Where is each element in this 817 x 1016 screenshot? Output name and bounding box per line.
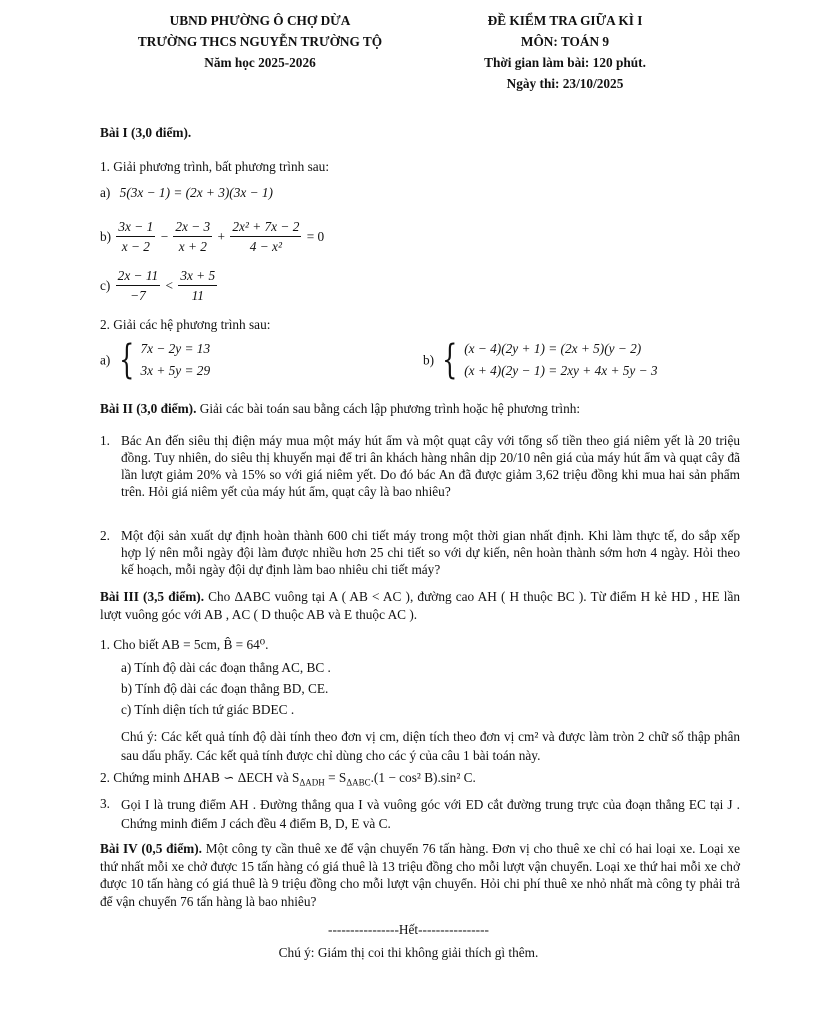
header-right bbox=[430, 10, 700, 94]
frac-num: 3x − 1 bbox=[116, 217, 155, 237]
system-b-equations bbox=[464, 338, 657, 382]
bai3-q2-tail: .(1 − cos² B).sin² C. bbox=[370, 770, 476, 785]
bai4-text: Một công ty cần thuê xe để vận chuyển 76 tấn hàng. Đơn vị cho thuê xe chỉ có hai loại xe. Loại xe thứ nhất mỗi xe chở được 15 tấn hàng có giá thuê là 13 triệu đồng cho mỗi lượt vận chuyển. Loại xe thứ hai mỗi xe chở được 10 tấn hàng có giá thuê là 9 triệu đồng cho mỗi lượt vận chuyển. Hỏi chi phí thuê xe nhỏ nhất mà công ty phải trả để vận chuyển 76 tấn hàng là bao nhiêu? bbox=[100, 841, 740, 909]
bai2-heading bbox=[100, 400, 740, 417]
bai3-q3: Gọi I là trung điểm AH . Đường thẳng qua I và vuông góc với ED cắt đường trung trực của đoạn thẳng EC tại J . Chứng minh điểm J cách đều 4 điểm B, D, E và C. bbox=[121, 797, 740, 831]
left-brace-icon: { bbox=[442, 337, 458, 383]
frac-num: 2x − 11 bbox=[116, 266, 160, 286]
bai3-q2 bbox=[100, 769, 476, 789]
bai1-b bbox=[100, 217, 324, 256]
bai1-b-frac2 bbox=[173, 217, 212, 256]
system-a-label: a) bbox=[100, 352, 111, 368]
bai3-note: Chú ý: Các kết quả tính độ dài tính theo đơn vị cm, diện tích theo đơn vị cm² và được làm tròn 2 chữ số thập phân sau dấu phẩy. Các kết quả tính được chỉ dùng cho các ý của câu 1 bài toán này. bbox=[121, 729, 740, 763]
bai2-p2-num: 2. bbox=[100, 528, 110, 543]
school-year: Năm học 2025-2026 bbox=[204, 55, 316, 70]
bai1-b-frac1 bbox=[116, 217, 155, 256]
bai3-q2-sub1: ΔADH bbox=[299, 777, 325, 788]
frac-num: 2x² + 7x − 2 bbox=[230, 217, 301, 237]
left-brace-icon: { bbox=[118, 337, 135, 383]
frac-den: 4 − x² bbox=[249, 239, 282, 254]
header-left bbox=[95, 10, 425, 73]
bai2-p1: Bác An đến siêu thị điện máy mua một máy hút ẩm và một quạt cây với tổng số tiền theo giá niêm yết là 20 triệu đồng. Tuy nhiên, do siêu thị khuyến mại để tri ân khách hàng nhân dịp 20/10 nên giá của máy hút ẩm và quạt cây đã lần lượt giảm 20% và 15% so với giá niêm yết. Do đó bác An đã được giảm 3,62 triệu đồng khi mua hai sản phẩm trên. Hỏi giá niêm yết của máy hút ẩm, quạt cây là bao nhiêu? bbox=[121, 433, 740, 499]
bai4-title: Bài IV (0,5 điểm). bbox=[100, 841, 202, 856]
system-a-equations bbox=[140, 338, 210, 382]
bai1-c-frac1 bbox=[116, 266, 160, 305]
bai2-p2: Một đội sản xuất dự định hoàn thành 600 chi tiết máy trong một thời gian nhất định. Khi làm thực tế, do sắp xếp hợp lý nên mỗi ngày đội làm được nhiều hơn 25 chi tiết so với dự kiến, nên hoàn thành sớm hơn 4 ngày. Hỏi theo kế hoạch, mỗi ngày đội dự định làm bao nhiêu chi tiết máy? bbox=[121, 528, 740, 577]
bai3-title: Bài III (3,5 điểm). bbox=[100, 589, 205, 604]
system-b-eq2: (x + 4)(2y − 1) = 2xy + 4x + 5y − 3 bbox=[464, 363, 658, 378]
bai1-q2: 2. Giải các hệ phương trình sau: bbox=[100, 317, 271, 332]
bai1-a bbox=[100, 184, 273, 201]
system-a-eq1: 7x − 2y = 13 bbox=[140, 341, 211, 356]
bai1-a-expr: 5(3x − 1) = (2x + 3)(3x − 1) bbox=[119, 185, 273, 200]
bai1-b-op2: + bbox=[217, 228, 226, 244]
exam-title: ĐỀ KIỂM TRA GIỮA KÌ I bbox=[487, 13, 643, 28]
bai1-c-op: < bbox=[165, 277, 173, 293]
frac-den: x − 2 bbox=[121, 239, 150, 254]
system-a-eq2: 3x + 5y = 29 bbox=[140, 363, 211, 378]
duration: Thời gian làm bài: 120 phút. bbox=[484, 55, 646, 70]
ward-name: UBND PHƯỜNG Ô CHỢ DỪA bbox=[169, 13, 351, 28]
frac-den: −7 bbox=[130, 288, 146, 303]
bai2-p1-num: 1. bbox=[100, 433, 110, 448]
proctor-note: Chú ý: Giám thị coi thi không giải thích gì thêm. bbox=[278, 945, 539, 960]
bai3-intro: Cho ΔABC vuông tại A ( AB < AC ), đường cao AH ( H thuộc BC ). Từ điểm H kẻ HD , HE lần lượt vuông góc với AB , AC ( D thuộc AB và E thuộc AC ). bbox=[100, 589, 741, 622]
bai1-a-label: a) bbox=[100, 185, 111, 200]
frac-den: 11 bbox=[191, 288, 204, 303]
frac-num: 3x + 5 bbox=[178, 266, 217, 286]
bai1-c bbox=[100, 266, 219, 305]
bai3-q2-text: 2. Chứng minh ΔHAB ∽ ΔECH và S bbox=[100, 770, 300, 785]
exam-date: Ngày thi: 23/10/2025 bbox=[506, 76, 624, 91]
bai1-system-b bbox=[423, 338, 658, 382]
bai1-b-tail: = 0 bbox=[306, 228, 325, 244]
bai1-b-label: b) bbox=[100, 228, 112, 244]
bai3-qc: c) Tính diện tích tứ giác BDEC . bbox=[121, 702, 295, 717]
bai3-q3-num: 3. bbox=[100, 796, 110, 811]
bai1-b-frac3 bbox=[230, 217, 301, 256]
bai1-c-label: c) bbox=[100, 277, 111, 293]
bai3-qb: b) Tính độ dài các đoạn thẳng BD, CE. bbox=[121, 681, 329, 696]
bai2-title: Bài II (3,0 điểm). bbox=[100, 401, 197, 416]
bai3-q1: 1. Cho biết AB = 5cm, B̂ = 64⁰. bbox=[100, 637, 269, 652]
system-b-label: b) bbox=[423, 352, 435, 368]
subject: MÔN: TOÁN 9 bbox=[520, 34, 610, 49]
bai2-intro: Giải các bài toán sau bằng cách lập phương trình hoặc hệ phương trình: bbox=[196, 401, 581, 416]
school-name: TRƯỜNG THCS NGUYỄN TRƯỜNG TỘ bbox=[137, 34, 383, 49]
bai1-system-a bbox=[100, 338, 210, 382]
bai3-q2-sub2: ΔABC bbox=[346, 777, 371, 788]
end-marker: ----------------Hết---------------- bbox=[328, 922, 489, 937]
bai1-b-op1: − bbox=[160, 228, 169, 244]
bai1-title: Bài I (3,0 điểm). bbox=[100, 125, 192, 140]
frac-den: x + 2 bbox=[178, 239, 207, 254]
bai3-qa: a) Tính độ dài các đoạn thẳng AC, BC . bbox=[121, 660, 331, 675]
bai1-q1: 1. Giải phương trình, bất phương trình sau: bbox=[100, 159, 330, 174]
frac-num: 2x − 3 bbox=[173, 217, 212, 237]
system-b-eq1: (x − 4)(2y + 1) = (2x + 5)(y − 2) bbox=[464, 341, 642, 356]
bai3-q2-mid: = S bbox=[324, 770, 347, 785]
bai4 bbox=[100, 840, 740, 910]
bai1-c-frac2 bbox=[178, 266, 217, 305]
bai3-heading bbox=[100, 588, 740, 624]
